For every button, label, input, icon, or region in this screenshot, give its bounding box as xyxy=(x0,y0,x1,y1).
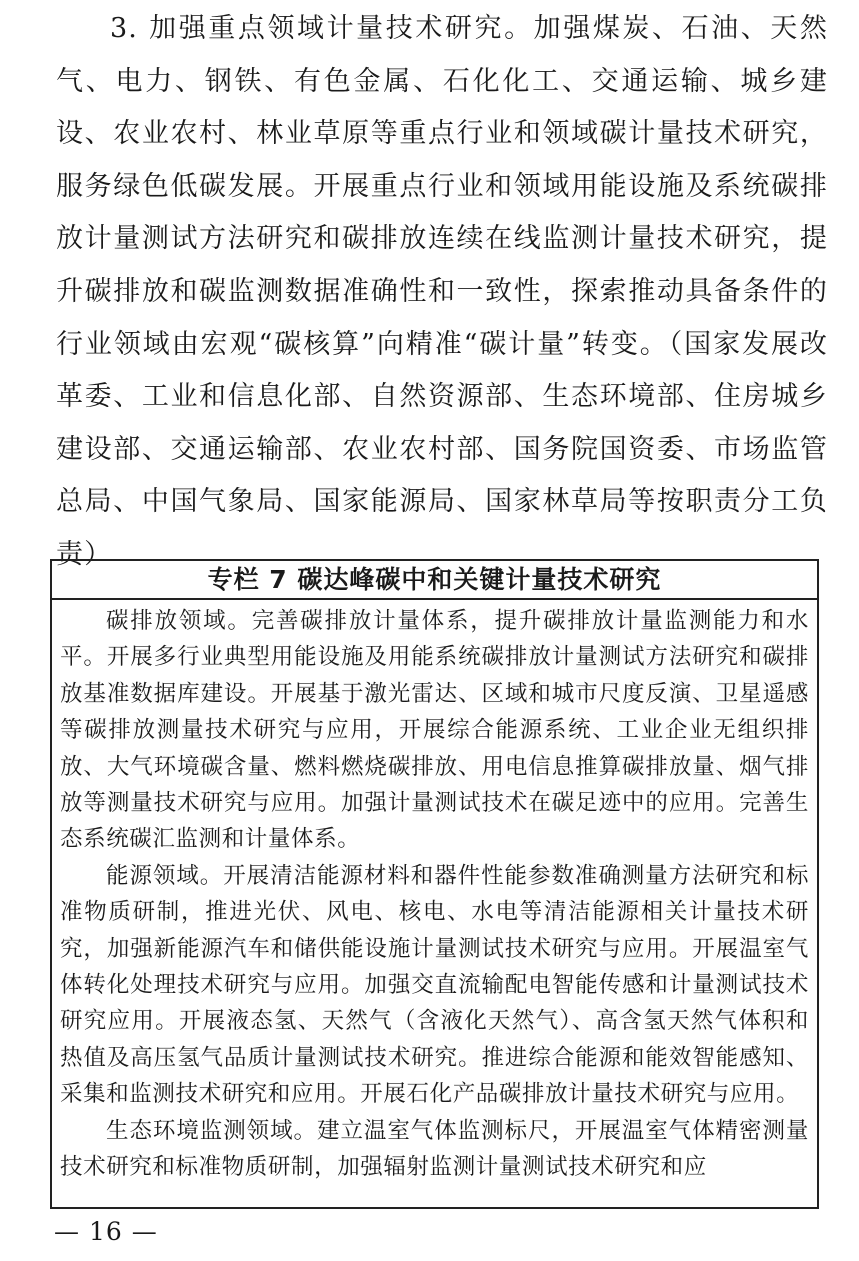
box-title: 专栏 7 碳达峰碳中和关键计量技术研究 xyxy=(52,561,817,600)
section-lead: 碳排放领域。 xyxy=(106,608,252,634)
section-lead: 能源领域。 xyxy=(106,862,224,889)
box-section-eco-monitoring xyxy=(60,1113,809,1186)
section-text: 开展清洁能源材料和器件性能参数准确测量方法研究和标准物质研制，推进光伏、风电、核电、水电等清洁能源相关计量技术研究，加强新能源汽车和储供能设施计量测试技术研究与应用。开展温室气体转化处理技术研究与应用。加强交直流输配电智能传感和计量测试技术研究应用。开展液态氢、天然气（含液化天然气）、高含氢天然气体积和热值及高压氢气品质计量测试技术研究。推进综合能源和能效智能感知、采集和监测技术研究和应用。开展石化产品碳排放计量技术研究与应用。 xyxy=(60,862,809,1108)
section-text: 完善碳排放计量体系，提升碳排放计量监测能力和水平。开展多行业典型用能设施及用能系统碳排放计量测试方法研究和碳排放基准数据库建设。开展基于激光雷达、区域和城市尺度反演、卫星遥感等碳排放测量技术研究与应用，开展综合能源系统、工业企业无组织排放、大气环境碳含量、燃料燃烧碳排放、用电信息推算碳排放量、烟气排放等测量技术研究与应用。加强计量测试技术在碳足迹中的应用。完善生态系统碳汇监测和计量体系。 xyxy=(60,608,809,853)
paragraph-key-field-research: 3. 加强重点领域计量技术研究。加强煤炭、石油、天然气、电力、钢铁、有色金属、石化化工、交通运输、城乡建设、农业农村、林业草原等重点行业和领域碳计量技术研究，服务绿色低碳发展。开展重点行业和领域用能设施及系统碳排放计量测试方法研究和碳排放连续在线监测计量技术研究，提升碳排放和碳监测数据准确性和一致性，探索推动具备条件的行业领域由宏观“碳核算”向精准“碳计量”转变。（国家发展改革委、工业和信息化部、自然资源部、生态环境部、住房城乡建设部、交通运输部、农业农村部、国务院国资委、市场监管总局、中国气象局、国家能源局、国家林草局等按职责分工负责） xyxy=(56,13,828,570)
box-section-carbon-emission xyxy=(60,603,809,858)
sidebar-box-column-7 xyxy=(50,559,819,1209)
box-body xyxy=(52,600,817,1186)
box-section-energy xyxy=(60,858,809,1113)
page-number: — 16 — xyxy=(54,1217,158,1246)
section-text: 建立温室气体监测标尺，开展温室气体精密测量技术研究和标准物质研制，加强辐射监测计量测试技术研究和应 xyxy=(60,1117,809,1181)
section-lead: 生态环境监测领域。 xyxy=(106,1117,317,1144)
main-text xyxy=(56,3,828,582)
